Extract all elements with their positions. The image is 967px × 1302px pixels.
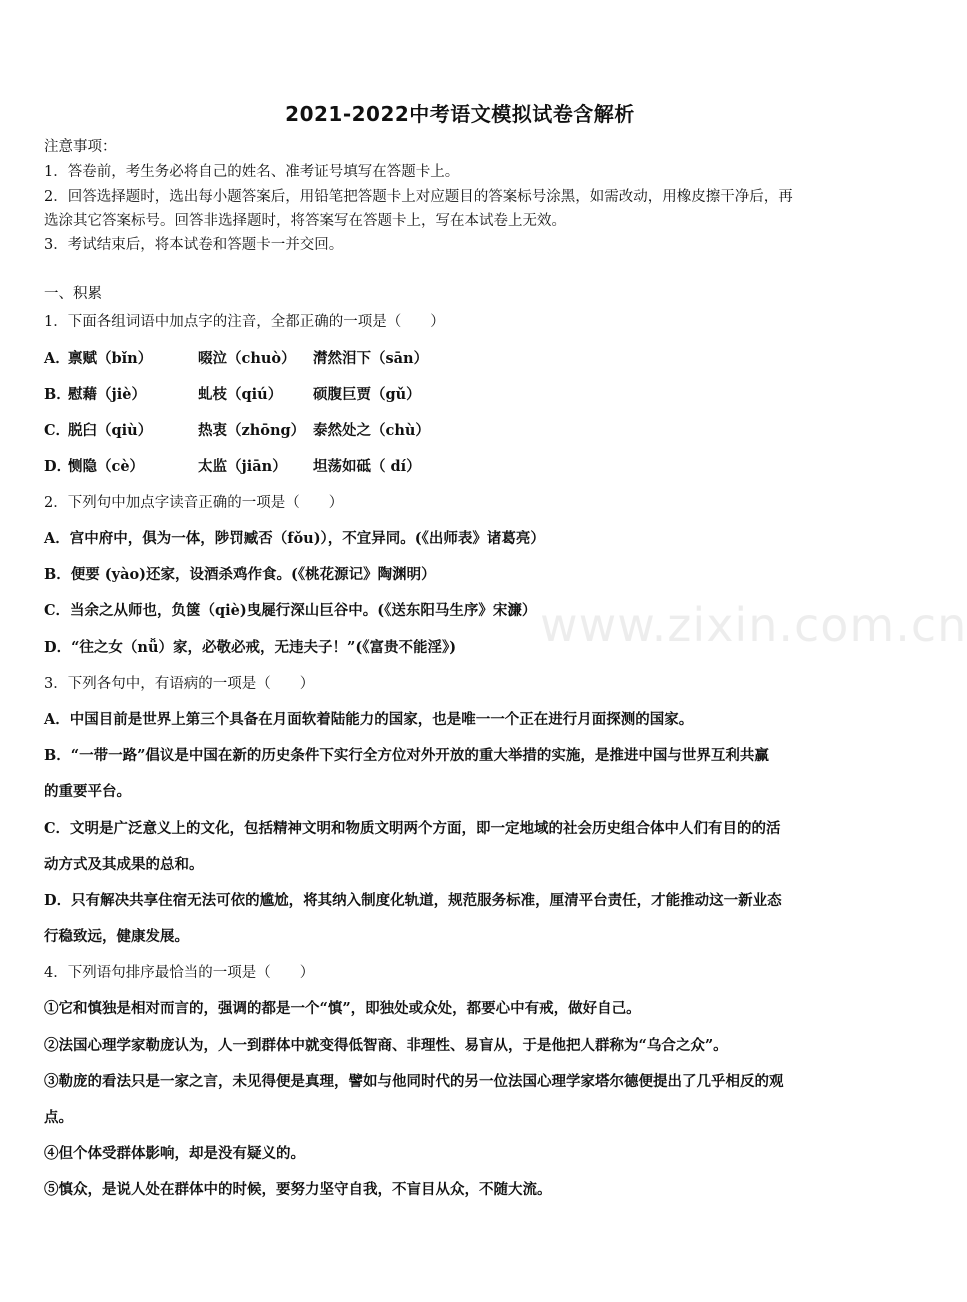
option-word-1: 恻隐（cè） xyxy=(68,458,145,475)
question-4-sentence-1: ①它和慎独是相对而言的，强调的都是一个“慎”，即独处或众处，都要心中有戒，做好自己。 xyxy=(44,1000,641,1017)
question-1-option-a xyxy=(44,348,884,370)
question-1-option-c xyxy=(44,420,884,442)
option-word-3: 坦荡如砥（ dí） xyxy=(313,458,421,475)
option-word-3: 硕腹巨贾（gǔ） xyxy=(313,386,421,403)
question-2-option-b: B．便要 (yào)还家，设酒杀鸡作食。(《桃花源记》陶渊明） xyxy=(44,566,436,583)
notice-item-2-line-1: 2．回答选择题时，选出每小题答案后，用铅笔把答题卡上对应题目的答案标号涂黑，如需改动，用橡皮擦干净后，再 xyxy=(44,189,793,205)
question-4-sentence-5: ⑤慎众，是说人处在群体中的时候，要努力坚守自我，不盲目从众，不随大流。 xyxy=(44,1181,552,1198)
question-3-option-d-line-1: D．只有解决共享住宿无法可依的尴尬，将其纳入制度化轨道，规范服务标准，厘清平台责任，才能推动这一新业态 xyxy=(44,892,782,909)
notice-item-1: 1．答卷前，考生务必将自己的姓名、准考证号填写在答题卡上。 xyxy=(44,164,460,180)
question-2-option-c: C．当余之从师也，负箧（qiè)曳屣行深山巨谷中。(《送东阳马生序》宋濂） xyxy=(44,602,537,619)
option-label: D． xyxy=(44,458,72,475)
question-1-option-b xyxy=(44,384,884,406)
question-1-option-d xyxy=(44,456,884,478)
option-word-1: 慰藉（jiè） xyxy=(68,386,146,403)
question-2-stem: 2．下列句中加点字读音正确的一项是（ ） xyxy=(44,495,344,511)
question-3-stem: 3．下列各句中，有语病的一项是（ ） xyxy=(44,676,315,692)
question-2-option-d: D．“往之女（nǚ）家，必敬必戒，无违夫子！”(《富贵不能淫》) xyxy=(44,639,457,656)
question-1-stem: 1．下面各组词语中加点字的注音，全都正确的一项是（ ） xyxy=(44,314,445,330)
question-2-option-a: A．宫中府中，俱为一体，陟罚臧否（fǒu)），不宜异同。(《出师表》诸葛亮） xyxy=(44,530,545,547)
section-heading: 一、积累 xyxy=(44,286,102,302)
option-word-1: 禀赋（bǐn） xyxy=(68,350,153,367)
option-word-3: 潸然泪下（sān） xyxy=(313,350,429,367)
option-word-3: 泰然处之（chù） xyxy=(313,422,430,439)
question-3-option-b-line-1: B．“一带一路”倡议是中国在新的历史条件下实行全方位对外开放的重大举措的实施，是推进中国与世界互利共赢 xyxy=(44,747,769,764)
document-title: 2021-2022中考语文模拟试卷含解析 xyxy=(285,102,635,126)
option-word-2: 热衷（zhōng） xyxy=(198,422,306,439)
question-3-option-b-line-2: 的重要平台。 xyxy=(44,783,131,800)
option-word-1: 脱臼（qiù） xyxy=(68,422,153,439)
option-label: B． xyxy=(44,386,71,403)
option-word-2: 啜泣（chuò） xyxy=(198,350,296,367)
notice-heading: 注意事项： xyxy=(44,139,117,155)
question-4-sentence-4: ④但个体受群体影响，却是没有疑义的。 xyxy=(44,1145,305,1162)
notice-item-3: 3．考试结束后，将本试卷和答题卡一并交回。 xyxy=(44,237,344,253)
option-word-2: 虬枝（qiú） xyxy=(198,386,283,403)
question-4-stem: 4．下列语句排序最恰当的一项是（ ） xyxy=(44,965,315,981)
option-word-2: 太监（jiān） xyxy=(198,458,287,475)
question-3-option-c-line-2: 动方式及其成果的总和。 xyxy=(44,856,204,873)
notice-item-2-line-2: 选涂其它答案标号。回答非选择题时，将答案写在答题卡上，写在本试卷上无效。 xyxy=(44,213,566,229)
watermark: www.zixin.com.cn xyxy=(540,598,967,652)
question-4-sentence-2: ②法国心理学家勒庞认为，人一到群体中就变得低智商、非理性、易盲从，于是他把人群称为“乌合之众”。 xyxy=(44,1037,728,1054)
question-4-sentence-3-line-1: ③勒庞的看法只是一家之言，未见得便是真理，譬如与他同时代的另一位法国心理学家塔尔德便提出了几乎相反的观 xyxy=(44,1073,784,1090)
question-3-option-a: A．中国目前是世界上第三个具备在月面软着陆能力的国家，也是唯一一个正在进行月面探测的国家。 xyxy=(44,711,694,728)
question-3-option-d-line-2: 行稳致远，健康发展。 xyxy=(44,928,189,945)
question-3-option-c-line-1: C．文明是广泛意义上的文化，包括精神文明和物质文明两个方面，即一定地域的社会历史组合体中人们有目的的活 xyxy=(44,820,781,837)
option-label: A． xyxy=(44,350,70,367)
question-4-sentence-3-line-2: 点。 xyxy=(44,1109,73,1126)
option-label: C． xyxy=(44,422,71,439)
